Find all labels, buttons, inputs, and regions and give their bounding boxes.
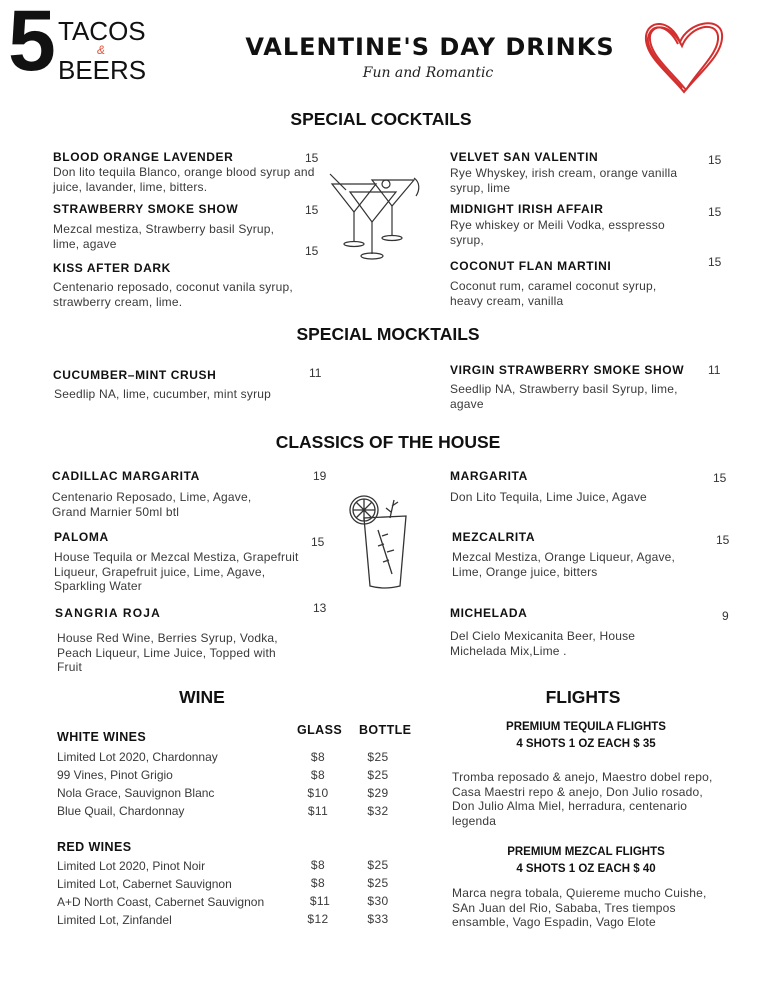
item-description: Seedlip NA, Strawberry basil Syrup, lime, agave (450, 382, 678, 411)
item-description: Don lito tequila Blanco, orange blood syrup and juice, lavander, lime, bitters. (53, 165, 315, 194)
section-heading-flights: FLIGHTS (545, 687, 621, 707)
item-price: 15 (305, 151, 319, 165)
page-title: VALENTINE'S DAY DRINKS (245, 33, 615, 61)
wine-glass-price: $11 (307, 804, 329, 818)
item-description: Don Lito Tequila, Lime Juice, Agave (450, 490, 647, 504)
item-description: House Red Wine, Berries Syrup, Vodka, Peach Liqueur, Lime Juice, Topped with Fruit (57, 631, 278, 674)
wine-glass-price: $8 (310, 858, 326, 872)
item-name: STRAWBERRY SMOKE SHOW (53, 202, 239, 216)
wine-name: Limited Lot 2020, Pinot Noir (57, 859, 206, 873)
section-heading-wine: WINE (179, 687, 225, 707)
wine-bottle-price: $30 (367, 894, 389, 908)
item-description: Mezcal Mestiza, Orange Liqueur, Agave, Lime, Orange juice, bitters (452, 550, 676, 579)
wine-glass-price: $11 (309, 894, 331, 908)
item-price: 15 (305, 203, 319, 217)
tequila-flight-title: PREMIUM TEQUILA FLIGHTS (506, 721, 666, 733)
item-name: VIRGIN STRAWBERRY SMOKE SHOW (450, 363, 685, 377)
item-price: 15 (708, 205, 722, 219)
item-name: PALOMA (54, 530, 109, 544)
item-name: MICHELADA (450, 606, 528, 620)
item-name: MIDNIGHT IRISH AFFAIR (450, 202, 604, 216)
item-price: 15 (713, 471, 727, 485)
logo-beers: BEERS (58, 55, 147, 85)
item-price: 15 (305, 244, 319, 258)
martini-glasses-illustration (328, 172, 424, 262)
tequila-flight-description: Tromba reposado & anejo, Maestro dobel repo, Casa Maestri repo & anejo, Don Julio rosado, Don Julio Alma Miel, herradura, centenario legenda (452, 770, 713, 828)
item-name: COCONUT FLAN MARTINI (450, 259, 612, 273)
red-wines-heading: RED WINES (57, 840, 132, 854)
column-header-glass: GLASS (297, 723, 343, 737)
item-price: 13 (313, 601, 327, 615)
item-name: VELVET SAN VALENTIN (450, 150, 599, 164)
wine-bottle-price: $25 (367, 750, 389, 764)
item-price: 15 (716, 533, 730, 547)
item-description: Del Cielo Mexicanita Beer, House Michelada Mix,Lime . (450, 629, 636, 658)
item-price: 15 (708, 153, 722, 167)
section-heading-classics: CLASSICS OF THE HOUSE (275, 432, 501, 452)
page-subtitle: Fun and Romantic (362, 65, 494, 81)
wine-name: A+D North Coast, Cabernet Sauvignon (57, 895, 265, 909)
item-description: Centenario Reposado, Lime, Agave, Grand Marnier 50ml btl (52, 490, 252, 519)
logo-amp: & (97, 43, 106, 57)
wine-bottle-price: $33 (367, 912, 389, 926)
item-description: Centenario reposado, coconut vanila syrup, strawberry cream, lime. (53, 280, 293, 309)
wine-bottle-price: $32 (367, 804, 389, 818)
column-header-bottle: BOTTLE (359, 723, 412, 737)
section-heading-cocktails: SPECIAL COCKTAILS (290, 109, 472, 129)
logo-number: 5 (8, 0, 52, 89)
heart-icon (640, 16, 728, 96)
wine-name: Limited Lot 2020, Chardonnay (57, 750, 218, 764)
item-name: SANGRIA ROJA (55, 606, 161, 620)
item-name: CADILLAC MARGARITA (52, 469, 200, 483)
item-description: Seedlip NA, lime, cucumber, mint syrup (54, 387, 272, 401)
highball-glass-illustration (348, 490, 412, 592)
wine-bottle-price: $29 (367, 786, 389, 800)
white-wines-heading: WHITE WINES (57, 730, 147, 744)
wine-name: Limited Lot, Zinfandel (57, 913, 172, 927)
wine-name: Limited Lot, Cabernet Sauvignon (57, 877, 232, 891)
wine-name: Blue Quail, Chardonnay (57, 804, 185, 818)
item-name: MARGARITA (450, 469, 528, 483)
mezcal-flight-title: PREMIUM MEZCAL FLIGHTS (507, 846, 665, 858)
item-description: Coconut rum, caramel coconut syrup, heavy cream, vanilla (450, 279, 657, 308)
item-description: Rye whiskey or Meili Vodka, esspresso syrup, (450, 218, 665, 247)
mezcal-flight-price: 4 SHOTS 1 OZ EACH $ 40 (516, 863, 656, 875)
item-description: Mezcal mestiza, Strawberry basil Syrup, lime, agave (53, 222, 275, 251)
wine-glass-price: $8 (310, 768, 326, 782)
item-price: 11 (708, 363, 721, 377)
wine-glass-price: $10 (307, 786, 329, 800)
wine-glass-price: $8 (310, 876, 326, 890)
wine-bottle-price: $25 (367, 768, 389, 782)
wine-bottle-price: $25 (367, 876, 389, 890)
wine-name: Nola Grace, Sauvignon Blanc (57, 786, 215, 800)
wine-name: 99 Vines, Pinot Grigio (57, 768, 173, 782)
item-price: 15 (708, 255, 722, 269)
item-price: 11 (309, 366, 322, 380)
wine-glass-price: $8 (310, 750, 326, 764)
item-name: CUCUMBER–MINT CRUSH (53, 368, 217, 382)
item-price: 9 (722, 609, 729, 623)
item-description: House Tequila or Mezcal Mestiza, Grapefruit Liqueur, Grapefruit juice, Lime, Agave, Sparkling Water (54, 550, 299, 593)
item-name: KISS AFTER DARK (53, 261, 171, 275)
wine-glass-price: $12 (307, 912, 329, 926)
item-price: 15 (311, 535, 325, 549)
item-description: Rye Whyskey, irish cream, orange vanilla syrup, lime (450, 166, 678, 195)
mezcal-flight-description: Marca negra tobala, Quiereme mucho Cuishe, SAn Juan del Rio, Sababa, Tres tiempos ensamble, Vago Espadin, Vago Elote (452, 886, 707, 929)
item-price: 19 (313, 469, 327, 483)
tequila-flight-price: 4 SHOTS 1 OZ EACH $ 35 (516, 738, 656, 750)
wine-bottle-price: $25 (367, 858, 389, 872)
logo-tacos: TACOS (58, 16, 146, 46)
item-name: BLOOD ORANGE LAVENDER (53, 150, 234, 164)
section-heading-mocktails: SPECIAL MOCKTAILS (296, 324, 480, 344)
item-name: MEZCALRITA (452, 530, 536, 544)
